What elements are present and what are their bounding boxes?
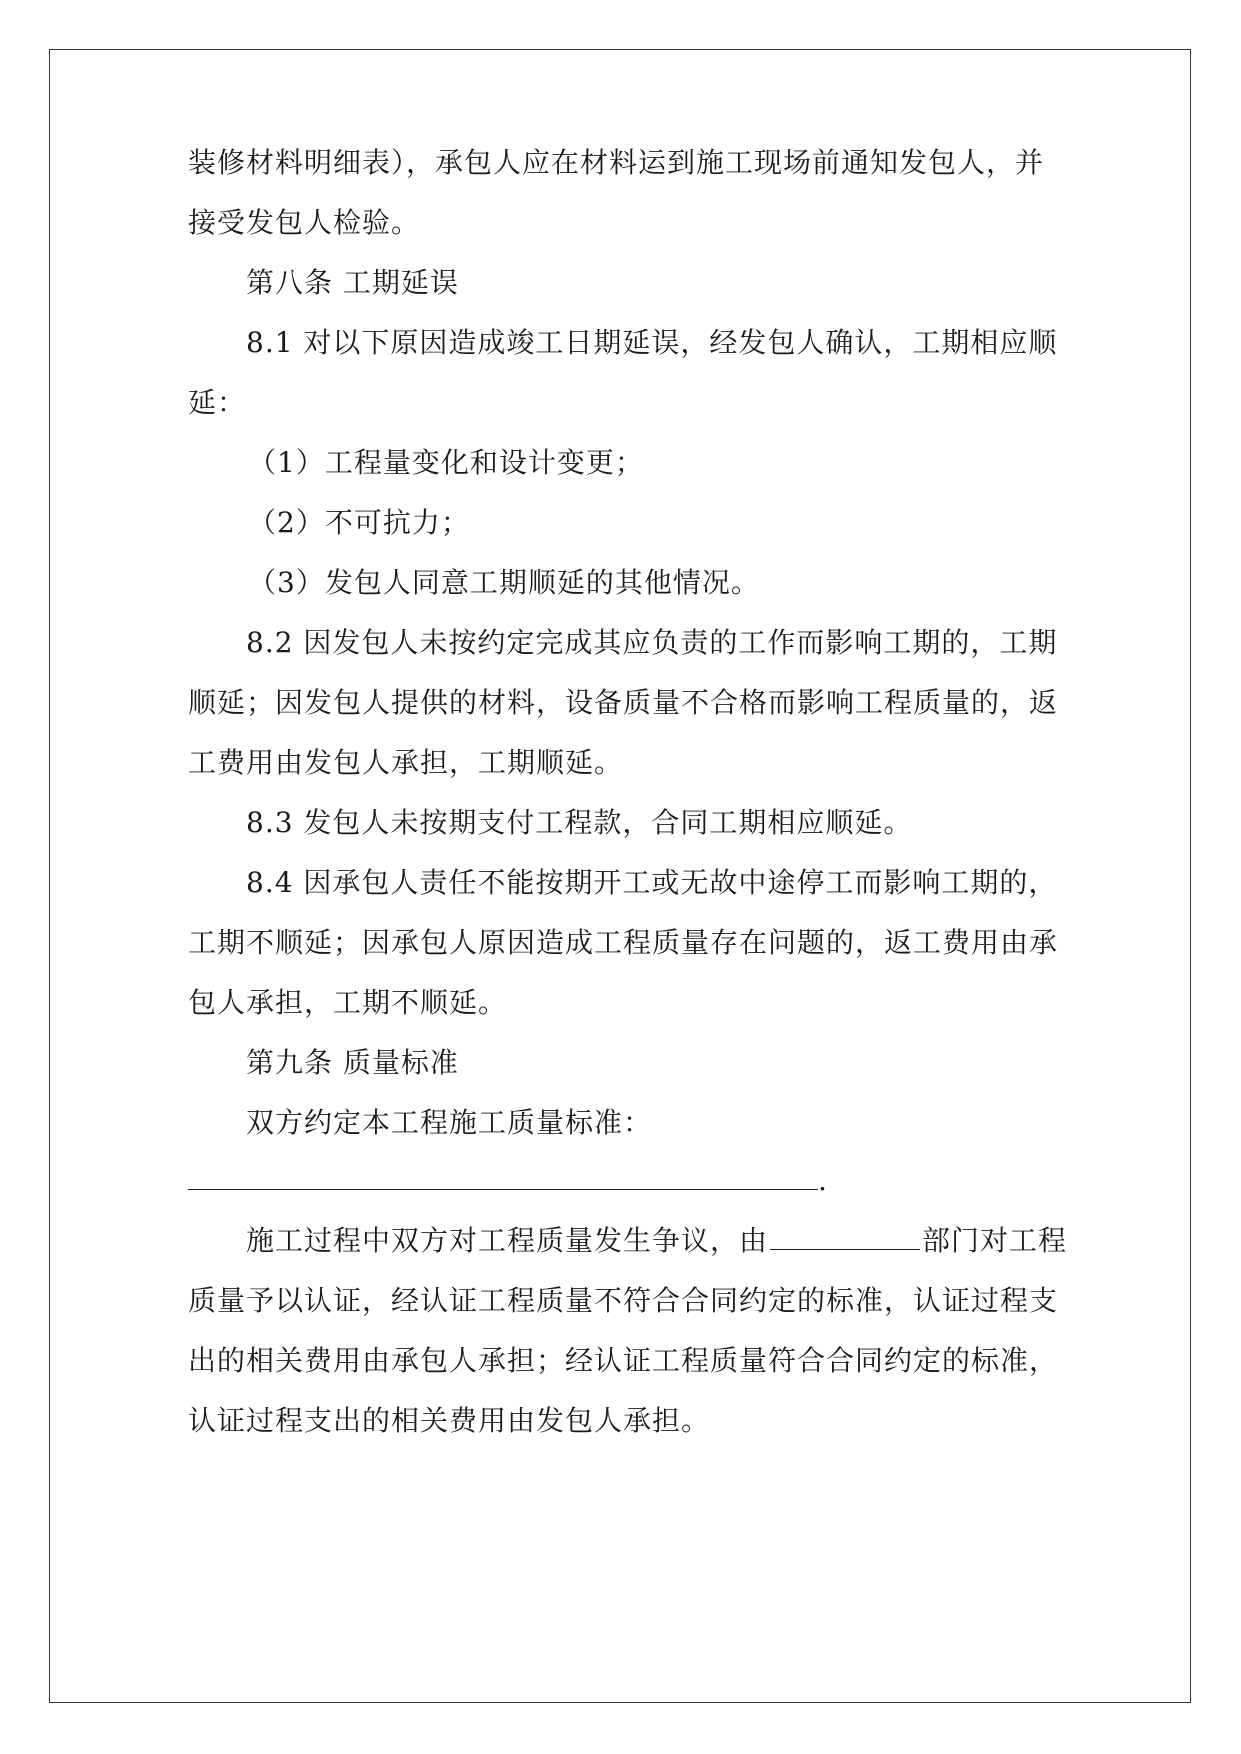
text-line: 8.2 因发包人未按约定完成其应负责的工作而影响工期的，工期 [246, 626, 1058, 659]
text-line: 接受发包人检验。 [188, 206, 421, 239]
fill-in-blank[interactable] [770, 1223, 920, 1250]
text-segment: 施工过程中双方对工程质量发生争议，由 [246, 1224, 769, 1257]
list-item: （1）工程量变化和设计变更； [248, 446, 644, 479]
text-line: 8.1 对以下原因造成竣工日期延误，经发包人确认，工期相应顺 [246, 326, 1058, 359]
text-line: 质量予以认证，经认证工程质量不符合合同约定的标准，认证过程支 [188, 1284, 1059, 1317]
text-line: 延： [188, 386, 247, 419]
text-segment: 部门对工程 [922, 1224, 1068, 1257]
text-line: 工期不顺延；因承包人原因造成工程质量存在问题的，返工费用由承 [188, 926, 1059, 959]
text-line: 装修材料明细表），承包人应在材料运到施工现场前通知发包人，并 [188, 146, 1045, 179]
text-line: 8.3 发包人未按期支付工程款，合同工期相应顺延。 [246, 806, 913, 839]
text-line: 认证过程支出的相关费用由发包人承担。 [188, 1404, 711, 1437]
text-line: 出的相关费用由承包人承担；经认证工程质量符合合同约定的标准， [188, 1344, 1059, 1377]
fill-in-blank[interactable] [188, 1163, 818, 1190]
list-item: （3）发包人同意工期顺延的其他情况。 [248, 566, 760, 599]
fill-in-blank-line [188, 1163, 828, 1199]
text-line: 双方约定本工程施工质量标准： [246, 1106, 653, 1139]
text-line: 8.4 因承包人责任不能按期开工或无故中途停工而影响工期的， [246, 866, 1058, 899]
period: . [818, 1164, 828, 1197]
list-item: （2）不可抗力； [248, 506, 470, 539]
section-heading: 第九条 质量标准 [246, 1046, 459, 1079]
text-line: 工费用由发包人承担，工期顺延。 [188, 746, 624, 779]
section-heading: 第八条 工期延误 [246, 266, 459, 299]
text-line: 包人承担，工期不顺延。 [188, 986, 508, 1019]
text-line [246, 1223, 1067, 1259]
text-line: 顺延；因发包人提供的材料，设备质量不合格而影响工程质量的，返 [188, 686, 1059, 719]
